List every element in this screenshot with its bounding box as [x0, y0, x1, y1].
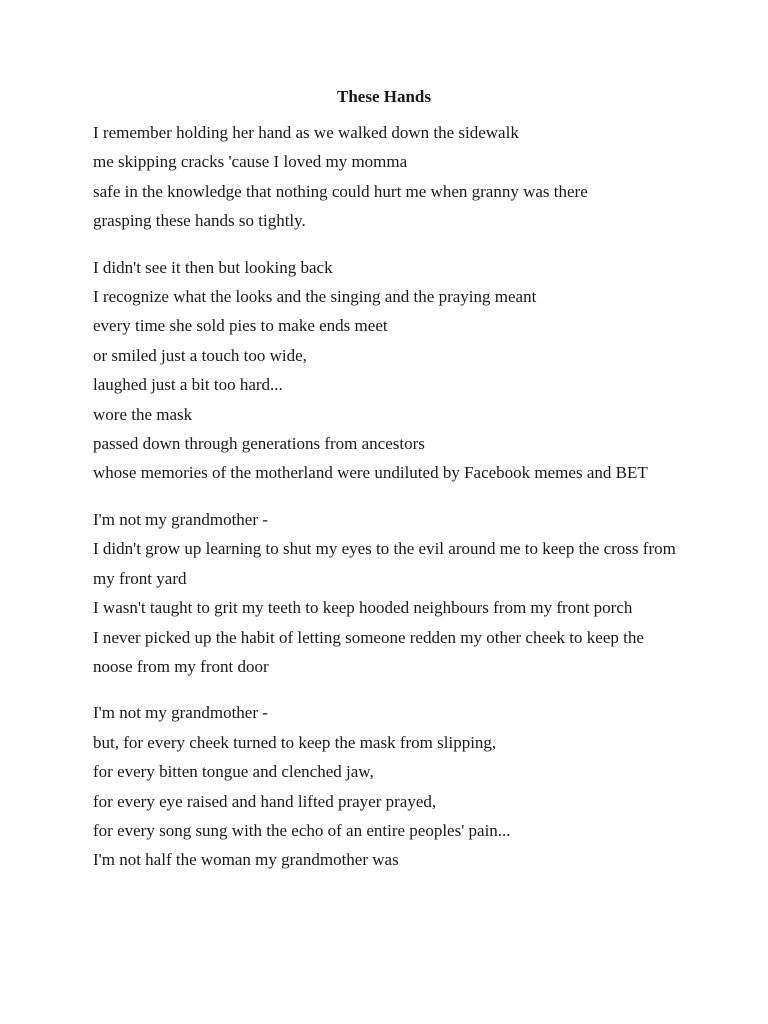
stanza-2	[93, 253, 683, 488]
poem-line: safe in the knowledge that nothing could hurt me when granny was there	[93, 181, 588, 201]
poem-line: every time she sold pies to make ends meet	[93, 316, 388, 336]
poem-line: but, for every cheek turned to keep the mask from slipping,	[93, 732, 497, 752]
stanza-4	[93, 698, 683, 874]
poem-line: for every eye raised and hand lifted prayer prayed,	[93, 791, 437, 811]
poem-line: I'm not my grandmother -	[93, 509, 268, 529]
poem-line: I'm not my grandmother -	[93, 703, 268, 723]
poem-line: I remember holding her hand as we walked down the sidewalk	[93, 123, 519, 142]
poem-line: I never picked up the habit of letting someone redden my other cheek to keep the noose from my front door	[93, 627, 644, 676]
document-page	[93, 84, 683, 892]
stanza-3	[93, 505, 683, 681]
poem-line: or smiled just a touch too wide,	[93, 345, 307, 365]
poem-title: These Hands	[337, 87, 431, 106]
poem-line: I'm not half the woman my grandmother was	[93, 850, 399, 870]
poem-line: whose memories of the motherland were undiluted by Facebook memes and BET	[93, 463, 648, 483]
poem-line: me skipping cracks 'cause I loved my momma	[93, 152, 408, 172]
poem-line: grasping these hands so tightly.	[93, 211, 306, 231]
poem-line: passed down through generations from ancestors	[93, 434, 425, 454]
poem-line: I didn't grow up learning to shut my eyes to the evil around me to keep the cross from my front yard	[93, 539, 676, 588]
poem-line: I didn't see it then but looking back	[93, 257, 333, 277]
stanza-1	[93, 118, 683, 236]
poem-line: I wasn't taught to grit my teeth to keep hooded neighbours from my front porch	[93, 598, 633, 618]
poem-line: for every song sung with the echo of an entire peoples' pain...	[93, 820, 511, 840]
poem-line: laughed just a bit too hard...	[93, 375, 283, 395]
poem-line: for every bitten tongue and clenched jaw,	[93, 762, 374, 782]
poem-line: wore the mask	[93, 404, 193, 424]
poem-line: I recognize what the looks and the singing and the praying meant	[93, 287, 537, 307]
